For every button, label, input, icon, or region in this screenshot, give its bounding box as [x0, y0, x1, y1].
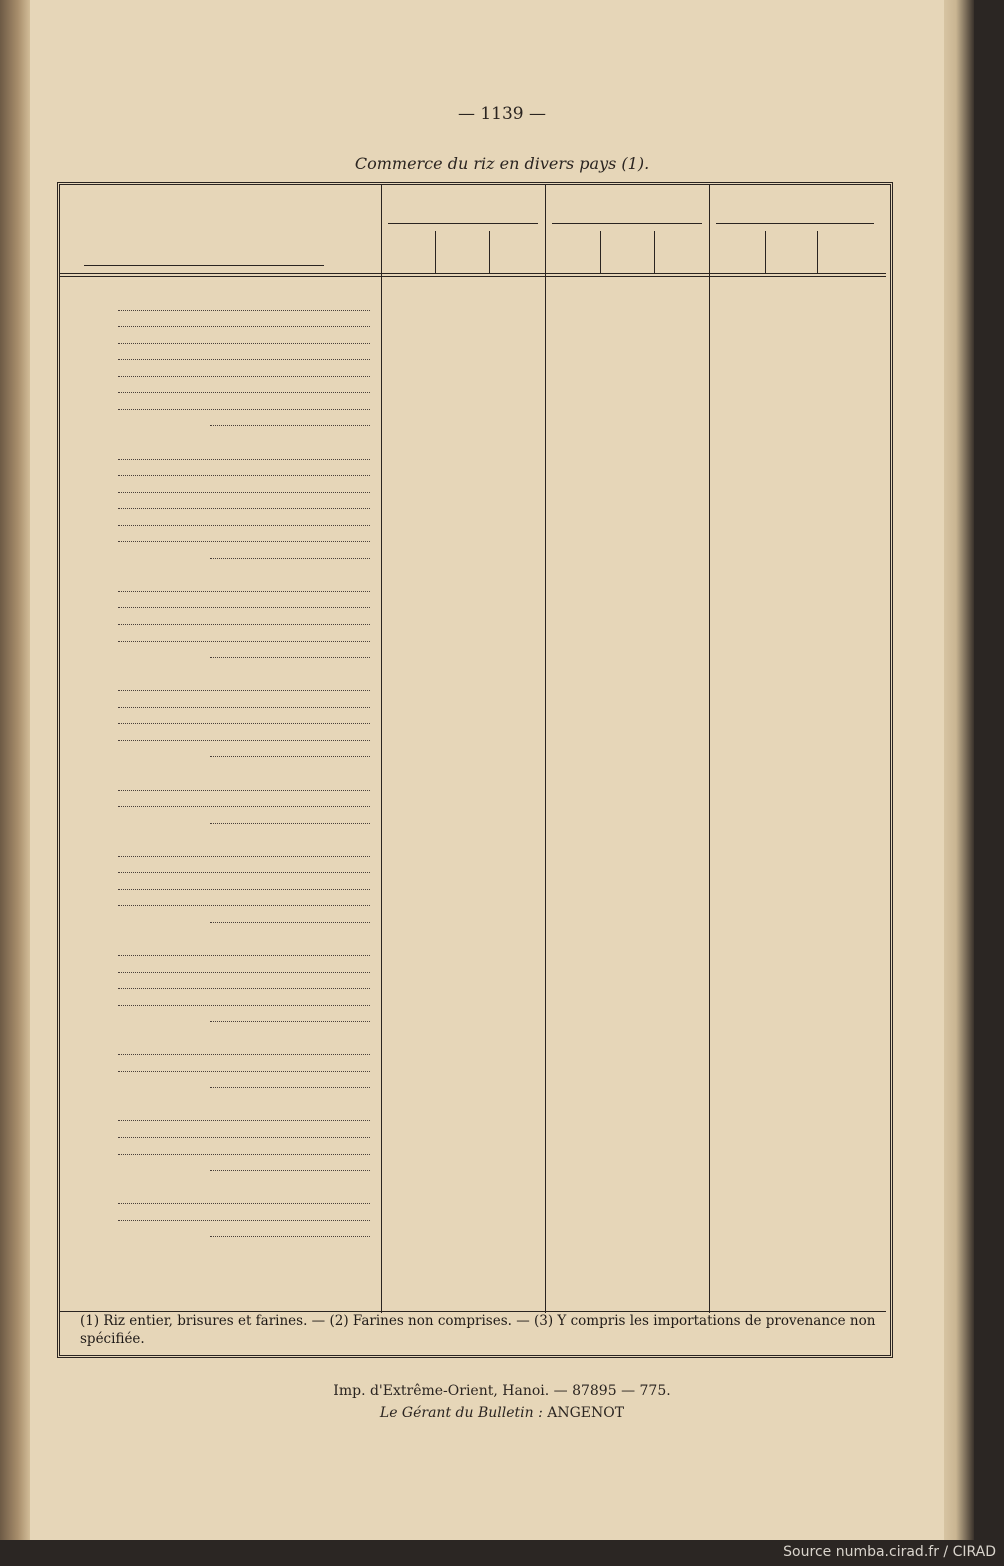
imprint-line: Imp. d'Extrême-Orient, Hanoi. — 87895 — 775.	[333, 1383, 671, 1399]
dot-leader	[210, 910, 370, 923]
dot-leader	[118, 1142, 370, 1155]
dot-leader	[118, 1125, 370, 1138]
dot-leader	[118, 1042, 370, 1055]
dot-leader	[118, 993, 370, 1006]
gerant-line	[30, 1405, 974, 1421]
page-binding-edge	[0, 0, 30, 1540]
group-divider	[545, 185, 546, 1313]
dot-leader	[118, 778, 370, 791]
year-divider	[817, 231, 818, 273]
dot-leader	[118, 1108, 370, 1121]
dot-leader	[118, 1191, 370, 1204]
dot-leader	[118, 529, 370, 542]
dot-leader	[118, 711, 370, 724]
dot-leader	[118, 331, 370, 344]
label-underline	[84, 265, 324, 266]
gerant-name: ANGENOT	[547, 1405, 625, 1421]
header-rule	[60, 273, 886, 274]
rice-trade-table	[57, 182, 893, 1358]
dot-leader	[118, 893, 370, 906]
year-divider	[600, 231, 601, 273]
year-divider	[489, 231, 490, 273]
dot-leader	[118, 1208, 370, 1221]
group-divider	[709, 185, 710, 1313]
source-credit: Source numba.cirad.fr / CIRAD	[783, 1544, 996, 1560]
dot-leader	[210, 1075, 370, 1088]
dot-leader	[118, 595, 370, 608]
dot-leader	[118, 480, 370, 493]
dot-leader	[118, 695, 370, 708]
dot-leader	[118, 463, 370, 476]
dot-leader	[118, 728, 370, 741]
dot-leader	[118, 380, 370, 393]
dot-leader	[118, 794, 370, 807]
year-divider	[654, 231, 655, 273]
dot-leader	[210, 1224, 370, 1237]
dot-leader	[118, 844, 370, 857]
dot-leader	[118, 397, 370, 410]
header-rule-2	[60, 276, 886, 277]
dot-leader	[210, 811, 370, 824]
group-underline	[552, 223, 702, 224]
dot-leader	[210, 413, 370, 426]
dot-leader	[118, 612, 370, 625]
dot-leader	[118, 678, 370, 691]
dot-leader	[118, 976, 370, 989]
group-divider	[381, 185, 382, 1313]
dot-leader	[118, 629, 370, 642]
gerant-label: Le Gérant du Bulletin :	[379, 1405, 543, 1421]
table-title: Commerce du riz en divers pays (1).	[354, 154, 650, 173]
dot-leader	[210, 1009, 370, 1022]
group-underline	[716, 223, 874, 224]
page-right-edge	[944, 0, 974, 1540]
dot-leader	[118, 447, 370, 460]
dot-leader	[210, 1158, 370, 1171]
dot-leader	[118, 513, 370, 526]
dot-leader	[210, 546, 370, 559]
dot-leader	[118, 860, 370, 873]
dot-leader	[118, 579, 370, 592]
year-divider	[435, 231, 436, 273]
page-number: — 1139 —	[457, 104, 547, 124]
dot-leader	[118, 364, 370, 377]
dot-leader	[118, 314, 370, 327]
dot-leader	[118, 960, 370, 973]
dot-leader	[210, 744, 370, 757]
dot-leader	[118, 1059, 370, 1072]
dot-leader	[210, 645, 370, 658]
year-divider	[765, 231, 766, 273]
dot-leader	[118, 298, 370, 311]
dot-leader	[118, 347, 370, 360]
dot-leader	[118, 877, 370, 890]
group-underline	[388, 223, 538, 224]
dot-leader	[118, 496, 370, 509]
document-page	[30, 0, 974, 1540]
dot-leader	[118, 943, 370, 956]
footnote: (1) Riz entier, brisures et farines. — (2) Farines non comprises. — (3) Y compris les importations de provenance non spécifiée.	[80, 1313, 876, 1347]
